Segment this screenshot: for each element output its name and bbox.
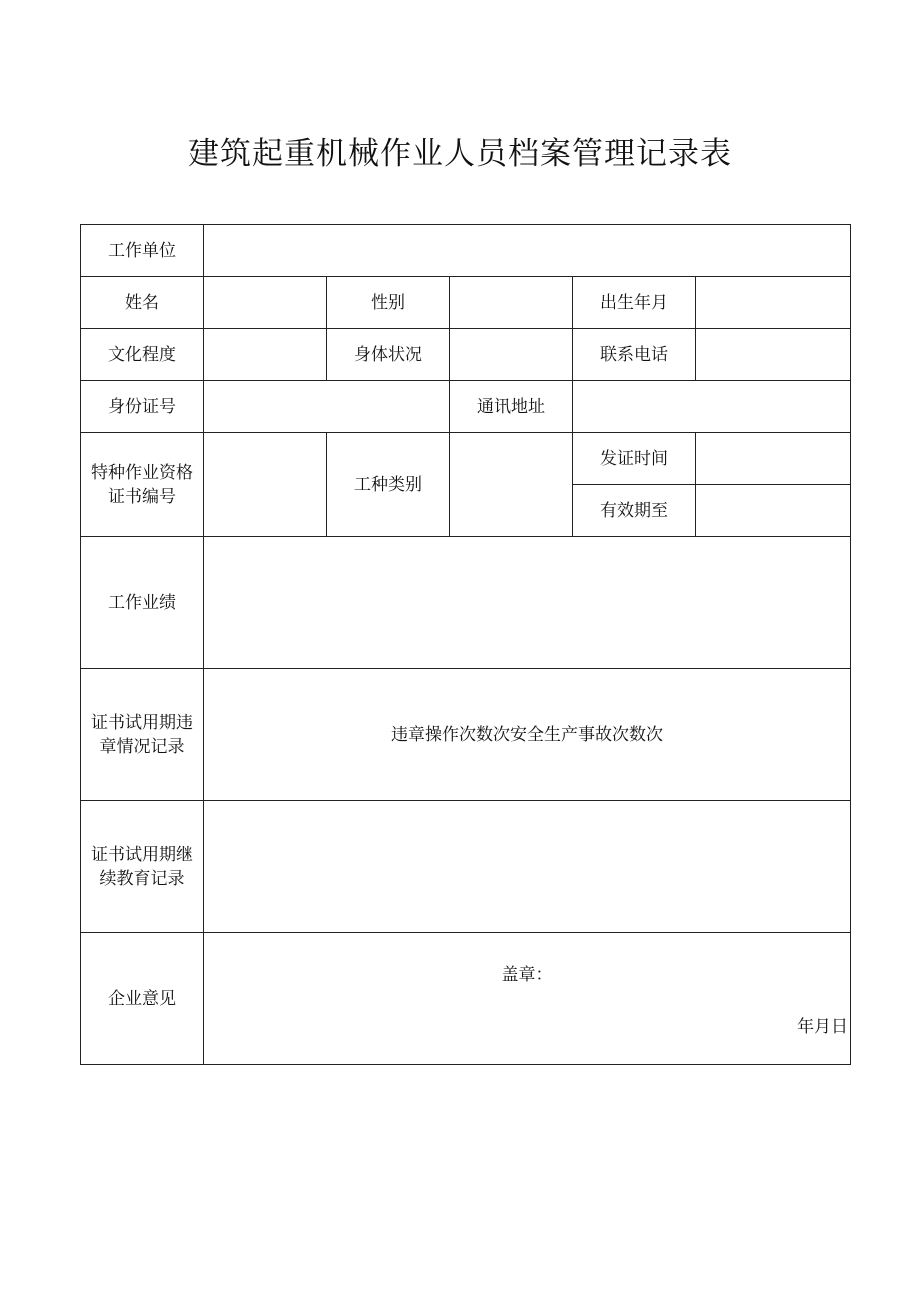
field-address[interactable]	[573, 381, 851, 433]
field-work-type[interactable]	[450, 433, 573, 537]
label-phone: 联系电话	[573, 329, 696, 381]
row-opinion	[81, 933, 851, 1065]
row-cert-1	[81, 433, 851, 485]
label-violation-record	[81, 669, 204, 801]
label-opinion: 企业意见	[81, 933, 204, 1065]
field-phone[interactable]	[696, 329, 851, 381]
row-name	[81, 277, 851, 329]
label-valid-until: 有效期至	[573, 485, 696, 537]
field-health[interactable]	[450, 329, 573, 381]
field-education[interactable]	[204, 329, 327, 381]
violation-content: 违章操作次数次安全生产事故次数次	[391, 724, 664, 745]
row-id	[81, 381, 851, 433]
label-violation-record-text: 证书试用期违章情况记录	[91, 712, 193, 757]
label-id-number: 身份证号	[81, 381, 204, 433]
field-issue-date[interactable]	[696, 433, 851, 485]
label-name: 姓名	[81, 277, 204, 329]
record-form-table	[80, 224, 851, 1065]
label-health: 身体状况	[327, 329, 450, 381]
field-name[interactable]	[204, 277, 327, 329]
date-label: 年月日	[797, 1017, 849, 1037]
seal-label: 盖章：	[501, 965, 553, 985]
row-performance	[81, 537, 851, 669]
field-education-record[interactable]	[204, 801, 851, 933]
field-valid-until[interactable]	[696, 485, 851, 537]
row-education	[81, 329, 851, 381]
label-education-record-text: 证书试用期继续教育记录	[91, 844, 193, 889]
field-violation-record[interactable]	[204, 669, 851, 801]
field-gender[interactable]	[450, 277, 573, 329]
row-education-record	[81, 801, 851, 933]
label-work-type: 工种类别	[327, 433, 450, 537]
field-id-number[interactable]	[204, 381, 450, 433]
label-gender: 性别	[327, 277, 450, 329]
label-address: 通讯地址	[450, 381, 573, 433]
row-violation	[81, 669, 851, 801]
field-work-unit[interactable]	[204, 225, 851, 277]
page-title: 建筑起重机械作业人员档案管理记录表	[188, 136, 732, 172]
label-education-record	[81, 801, 204, 933]
label-performance: 工作业绩	[81, 537, 204, 669]
row-work-unit	[81, 225, 851, 277]
field-birth[interactable]	[696, 277, 851, 329]
field-performance[interactable]	[204, 537, 851, 669]
label-cert-number	[81, 433, 204, 537]
field-cert-number[interactable]	[204, 433, 327, 537]
label-birth: 出生年月	[573, 277, 696, 329]
label-education: 文化程度	[81, 329, 204, 381]
label-issue-date: 发证时间	[573, 433, 696, 485]
label-cert-number-text: 特种作业资格证书编号	[91, 462, 193, 507]
label-work-unit: 工作单位	[81, 225, 204, 277]
field-opinion[interactable]	[204, 933, 851, 1065]
